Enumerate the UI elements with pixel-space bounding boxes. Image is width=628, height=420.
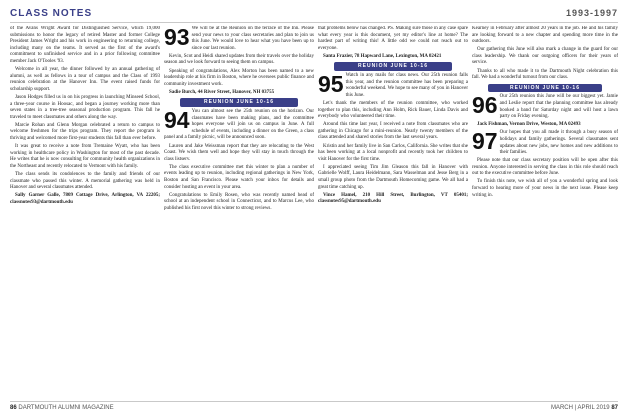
class-year-95: 95 (318, 71, 344, 98)
paragraph: Thanks to all who made it to the Dartmouth Night celebration this fall. We had a wonderful turnout from our class. (472, 68, 618, 81)
class-year-97: 97 (472, 128, 498, 155)
footer-left (10, 405, 114, 411)
paragraph: of the Avans Wright Award for Distinguished Service, which 19,000 submissions to honor the legacy of retired Master and former College President James Wright and his work in engineering to returning college, including many on the teams. It served as the first of the award's commitment to unfinished service and in a prior following committee member Jack O'Tooles '93. (10, 26, 160, 64)
paragraph: Lauren and Jake Weissman report that they are relocating to the West Coast. We wish them well and hope they will stay in touch through the class listserv. (164, 143, 314, 162)
paragraph: Kevin, Scot and Heidi shared updates from their travels over the holiday season and we look forward to seeing them on campus. (164, 53, 314, 66)
paragraph: Please note that our class secretary position will be open after this reunion. Anyone interested in serving the class in this role should reach out to the executive committee before June. (472, 158, 618, 177)
column-1 (10, 26, 160, 398)
class-secretary-contact: Jack Fishman, Vernon Drive, Weston, MA 02493 (477, 122, 581, 128)
footer-right (551, 405, 618, 411)
paragraph: The class sends its condolences to the family and friends of our classmate who passed this winter. A memorial gathering was held in Hanover and several classmates attended. (10, 171, 160, 191)
paragraph: We will be at the Reunion on the terrace of the Inn. Please send your news to your class secretaries and plan to join us this June. We would love to hear what you have been up to since our last reunion. (191, 26, 314, 51)
paragraph: Congratulations to Emily Rosen, who was recently named head of school at an independent school in Connecticut, and to Marcus Lee, who published his first novel this winter to strong reviews. (164, 192, 314, 211)
class-year-94: 94 (164, 107, 190, 134)
paragraph: Welcome in all year, the dinner followed by an annual gathering of alumni, as well as fellows in a tour of campus and the Class of 1993 reunion celebration at the Hanover Inn. The event raised funds for scholarship support. (10, 67, 160, 92)
class-year-93: 93 (164, 26, 190, 50)
column-2 (164, 26, 314, 398)
publication-name: DARTMOUTH ALUMNI MAGAZINE (18, 405, 114, 411)
paragraph: Around this time last year, I received a note from classmates who are gathering in Chicago for a mini-reunion. Nearly twenty members of the class attended and shared stories from the last several years. (318, 122, 468, 141)
paragraph: Let's thank the members of the reunion committee, who worked together to plan this, including Ann Holm, Rick Bauer, Linda Davis and everybody who volunteered their time. (318, 100, 468, 120)
paragraph: You can almost see the 25th reunion on the horizon. Our classmates have been making plans, and the committee hopes everyone will join us on campus in June. A full schedule of events, including a dinner on the Green, a class panel and a family picnic, will be announced soon. (164, 109, 314, 141)
column-3 (318, 26, 468, 398)
class-secretary-contact: Santa Frazier, 78 Hapward Lane, Lexington, MA 02421 (323, 53, 442, 59)
paragraph: To finish this note, we wish all of you a wonderful spring and look forward to hearing more of your news in the next issue. Please keep writing in. (472, 179, 618, 198)
paragraph: Kristin and her family live in San Carlos, California. She writes that she has been working at a local nonprofit and recently took her children to visit Hanover for the first time. (318, 143, 468, 162)
paragraph: I appreciated seeing Tim Jim Gleason this fall in Hanover with Gabrielle Wolff, Laura Heidelmann, Sara Wasselman and Jesse Berg in a small group photo from the Dartmouth Homecoming game. We all had a great time catching up. (318, 164, 468, 190)
class-year-96: 96 (472, 92, 498, 119)
page-footer (10, 401, 618, 414)
paragraph: Watch in any mails for class news. Our 25th reunion falls this year, and the reunion committee has been preparing a wonderful weekend. We hope to see many of you in Hanover this June. (345, 73, 468, 98)
class-years: 1993-1997 (565, 8, 618, 18)
paragraph: The class executive committee met this winter to plan a number of events leading up to reunion, including regional gatherings in New York, Boston and San Francisco. Please watch your inbox for details and consider hosting an event in your area. (164, 164, 314, 190)
paragraph: Jason Hodges filled us in on his progress in launching Minseed School, a three-year course in Hoosac, and began a journey working more than seven states in a tree-tree seasonal production program. This fall he traveled to meet classmates and others along the way. (10, 94, 160, 120)
page-header (10, 6, 618, 23)
paragraph: It was great to receive a note from Tremaine Wyatt, who has been working in healthcare policy in Washington for most of the past decade. He writes that he is now consulting for community health organizations in the Northeast and recently relocated to Vermont with his family. (10, 144, 160, 169)
class-secretary-contact: Sadie Burch, 44 River Street, Hanover, NH 03755 (169, 89, 275, 95)
paragraph: Our gathering this June will also mark a change in the guard for our class leadership. We thank our outgoing officers for their years of service. (472, 47, 618, 66)
reunion-banner-94: REUNION JUNE 10-16 (180, 98, 298, 107)
issue-date: MARCH | APRIL 2019 (550, 405, 610, 411)
paragraph: Our 25th reunion this June will be our biggest yet. Jamie and Leslie report that the planning committee has already booked a band for Saturday night and will host a lawn party on Friday evening. (499, 94, 618, 120)
paragraph: Our hopes that you all made it through a busy season of holidays and family gatherings. Several classmates sent updates about new jobs, new homes and new additions to their families. (499, 130, 618, 156)
page-number-right: 87 (611, 405, 618, 411)
reunion-banner-96: REUNION JUNE 10-16 (488, 84, 602, 93)
paragraph: Marcie Rohan and Glenn Morgan celebrated a return to campus to welcome freshmen for the trips program. They report the program is thriving and welcomed more first-year students this fall than ever before. (10, 122, 160, 141)
class-secretary-contact: Vince Hamel, 210 Hill Street, Burlington, VT 05401; classnotes95@dartmouth.edu (318, 192, 468, 205)
paragraph: that problems below has changed. PS. Making sure those in any case spare what every year is this document, yet my editor's line at home? The hardest part of writing this! A little odd we could not reach out to everyone. (318, 26, 468, 51)
paragraph: Kearney in February after almost 20 years in the job. He and his family are looking forward to a new chapter and spending more time in the outdoors. (472, 26, 618, 45)
section-title: CLASS NOTES (10, 8, 93, 19)
reunion-banner-95: REUNION JUNE 10-16 (334, 62, 452, 71)
paragraph: Speaking of congratulations, Alex Morton has been named to a new leadership role at his firm in Boston, where he oversees public finance and community investment work. (164, 68, 314, 87)
page-number-left: 86 (10, 405, 17, 411)
class-secretary-contact: Sally Garner Galle, 7809 Cottage Drive, Arlington, VA 22205; classnotes93@dartmouth.edu (10, 193, 160, 205)
column-4 (472, 26, 618, 398)
